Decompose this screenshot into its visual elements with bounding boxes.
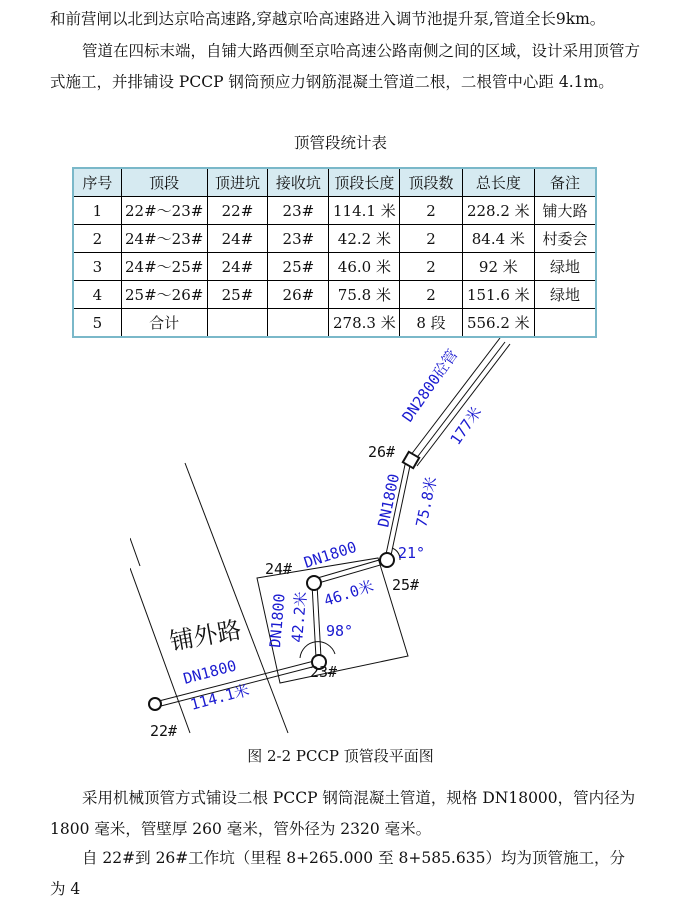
cell: 村委会 xyxy=(535,225,596,253)
cell: 24#～23# xyxy=(121,225,207,253)
header-cell: 总长度 xyxy=(462,168,534,197)
pccp-plan-diagram xyxy=(130,338,530,743)
cell: 3 xyxy=(73,253,121,281)
cell: 铺大路 xyxy=(535,197,596,225)
segment-3-length-label: 46.0米 xyxy=(321,576,376,610)
header-cell: 顶段数 xyxy=(400,168,462,197)
pit-label-22: 22# xyxy=(150,722,178,740)
paragraph-4: 自 22#到 26#工作坑（里程 8+265.000 至 8+585.635）均为顶管施工，分为 4 xyxy=(50,849,625,898)
table-caption: 顶管段统计表 xyxy=(293,134,387,152)
cell: 25# xyxy=(268,253,329,281)
segment-1-length-label: 114.1米 xyxy=(188,680,252,714)
cell: 2 xyxy=(400,253,462,281)
pipelines xyxy=(155,338,510,707)
cell xyxy=(268,309,329,338)
segment-3-pipe-label: DN1800 xyxy=(301,537,359,572)
cell: 228.2 米 xyxy=(462,197,534,225)
paragraph-3: 采用机械顶管方式铺设二根 PCCP 钢筒混凝土管道，规格 DN18000，管内径为 1800 毫米，管壁厚 260 毫米，管外径为 2320 毫米。 xyxy=(50,789,636,838)
cell: 23# xyxy=(268,225,329,253)
cell: 46.0 米 xyxy=(329,253,400,281)
cell: 25#～26# xyxy=(121,281,207,309)
pit-label-26: 26# xyxy=(368,443,396,461)
pit-25-icon xyxy=(380,553,394,567)
cell: 2 xyxy=(400,225,462,253)
header-cell: 顶进坑 xyxy=(207,168,268,197)
pipe-26-out xyxy=(417,344,510,466)
cell: 2 xyxy=(73,225,121,253)
cell: 2 xyxy=(400,281,462,309)
cell: 42.2 米 xyxy=(329,225,400,253)
cell: 合计 xyxy=(121,309,207,338)
pit-label-24: 24# xyxy=(265,560,293,578)
cell: 25# xyxy=(207,281,268,309)
segment-2-pipe-label: DN1800 xyxy=(266,592,289,649)
cell: 1 xyxy=(73,197,121,225)
cell: 114.1 米 xyxy=(329,197,400,225)
header-cell: 顶段长度 xyxy=(329,168,400,197)
header-cell: 备注 xyxy=(535,168,596,197)
cell: 24# xyxy=(207,225,268,253)
pipe-24-23 xyxy=(317,584,321,658)
pit-22-icon xyxy=(149,698,161,710)
pit-label-23: 23# xyxy=(310,663,338,681)
table-row xyxy=(73,225,596,253)
cell: 绿地 xyxy=(535,253,596,281)
cell: 5 xyxy=(73,309,121,338)
table-row xyxy=(73,253,596,281)
road-edge-line xyxy=(130,538,140,566)
segment-5-length-label: 177米 xyxy=(446,403,486,449)
header-cell: 顶段 xyxy=(121,168,207,197)
cell: 151.6 米 xyxy=(462,281,534,309)
angle-label-25: 21° xyxy=(398,544,426,562)
cell: 绿地 xyxy=(535,281,596,309)
cell: 4 xyxy=(73,281,121,309)
figure-caption: 图 2-2 PCCP 顶管段平面图 xyxy=(247,747,434,765)
pipe-24-23 xyxy=(312,584,316,658)
cell xyxy=(207,309,268,338)
cell: 23# xyxy=(268,197,329,225)
segment-4-pipe-label: DN1800 xyxy=(374,472,404,529)
angle-label-23: 98° xyxy=(326,622,354,640)
cell: 556.2 米 xyxy=(462,309,534,338)
segment-5-pipe-label: DN2800砼管 xyxy=(398,346,462,426)
paragraph-2: 管道在四标末端，自铺大路西侧至京哈高速公路南侧之间的区域，设计采用顶管方式施工，并排铺设 PCCP 钢筒预应力钢筋混凝土管道二根，二根管中心距 4.1m。 xyxy=(50,42,641,91)
table-row xyxy=(73,281,596,309)
table-row xyxy=(73,309,596,338)
cell: 8 段 xyxy=(400,309,462,338)
cell: 2 xyxy=(400,197,462,225)
cell: 75.8 米 xyxy=(329,281,400,309)
paragraph-1: 和前营闸以北到达京哈高速路,穿越京哈高速路进入调节池提升泵,管道全长9km。 xyxy=(50,10,606,28)
segment-2-length-label: 42.2米 xyxy=(288,590,311,644)
header-cell: 接收坑 xyxy=(268,168,329,197)
segment-4-length-label: 75.8米 xyxy=(412,475,441,529)
jacking-statistics-table xyxy=(72,167,597,338)
pit-label-25: 25# xyxy=(392,576,420,594)
cell: 24# xyxy=(207,253,268,281)
table-header-row xyxy=(73,168,596,197)
header-cell: 序号 xyxy=(73,168,121,197)
cell: 92 米 xyxy=(462,253,534,281)
cell: 22# xyxy=(207,197,268,225)
road-label: 铺外路 xyxy=(167,615,244,656)
segment-1-pipe-label: DN1800 xyxy=(181,656,239,688)
cell: 84.4 米 xyxy=(462,225,534,253)
cell: 24#～25# xyxy=(121,253,207,281)
cell: 278.3 米 xyxy=(329,309,400,338)
pit-24-icon xyxy=(307,576,321,590)
table-row xyxy=(73,197,596,225)
cell: 22#～23# xyxy=(121,197,207,225)
cell: 26# xyxy=(268,281,329,309)
cell xyxy=(535,309,596,338)
